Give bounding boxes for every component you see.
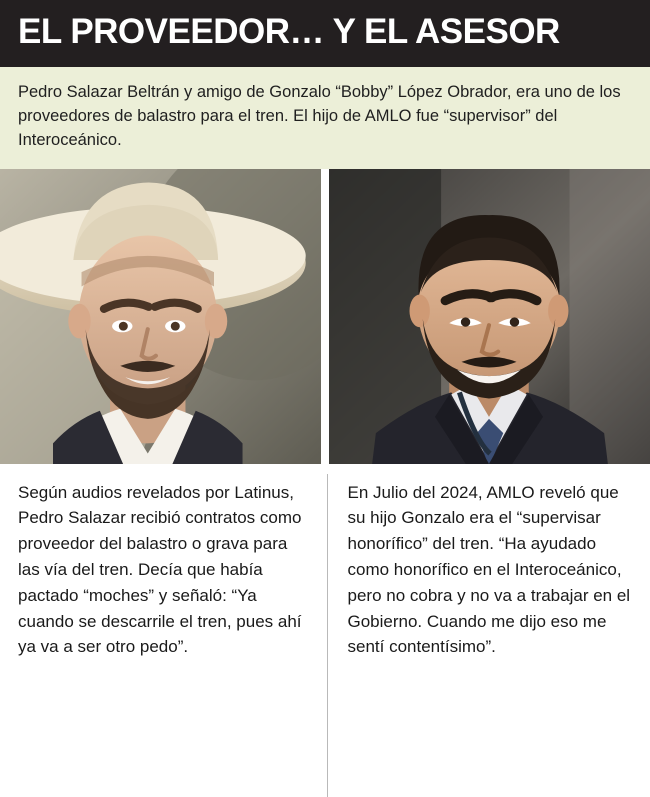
photo-gonzalo-lopez <box>329 169 650 464</box>
header-bar <box>0 0 650 67</box>
caption-right-text: En Julio del 2024, AMLO reveló que su hijo Gonzalo era el “supervisar honorífico” del tren. “Ha ayudado como honorífico en el Interoceánico, pero no cobra y no va a trabajar en el Gobierno. Cuando me dijo eso me sentí contentísimo”. <box>347 482 631 657</box>
caption-columns <box>0 464 650 797</box>
photo-pedro-salazar <box>0 169 321 464</box>
page-title: EL PROVEEDOR… Y EL ASESOR <box>18 12 560 51</box>
caption-left-text: Según audios revelados por Latinus, Pedro Salazar recibió contratos como proveedor del balastro o grava para las vía del tren. Decía que había pactado “moches” y señaló: “Ya cuando se descarrile el tren, pues ahí ya va a ser otro pedo”. <box>18 482 302 657</box>
photo-row <box>0 169 650 464</box>
caption-left <box>0 474 327 797</box>
deck-text: Pedro Salazar Beltrán y amigo de Gonzalo “Bobby” López Obrador, era uno de los proveedores de balastro para el tren. El hijo de AMLO fue “supervisor” del Interoceánico. <box>18 82 621 149</box>
caption-right <box>327 474 650 797</box>
deck-block <box>0 67 650 169</box>
